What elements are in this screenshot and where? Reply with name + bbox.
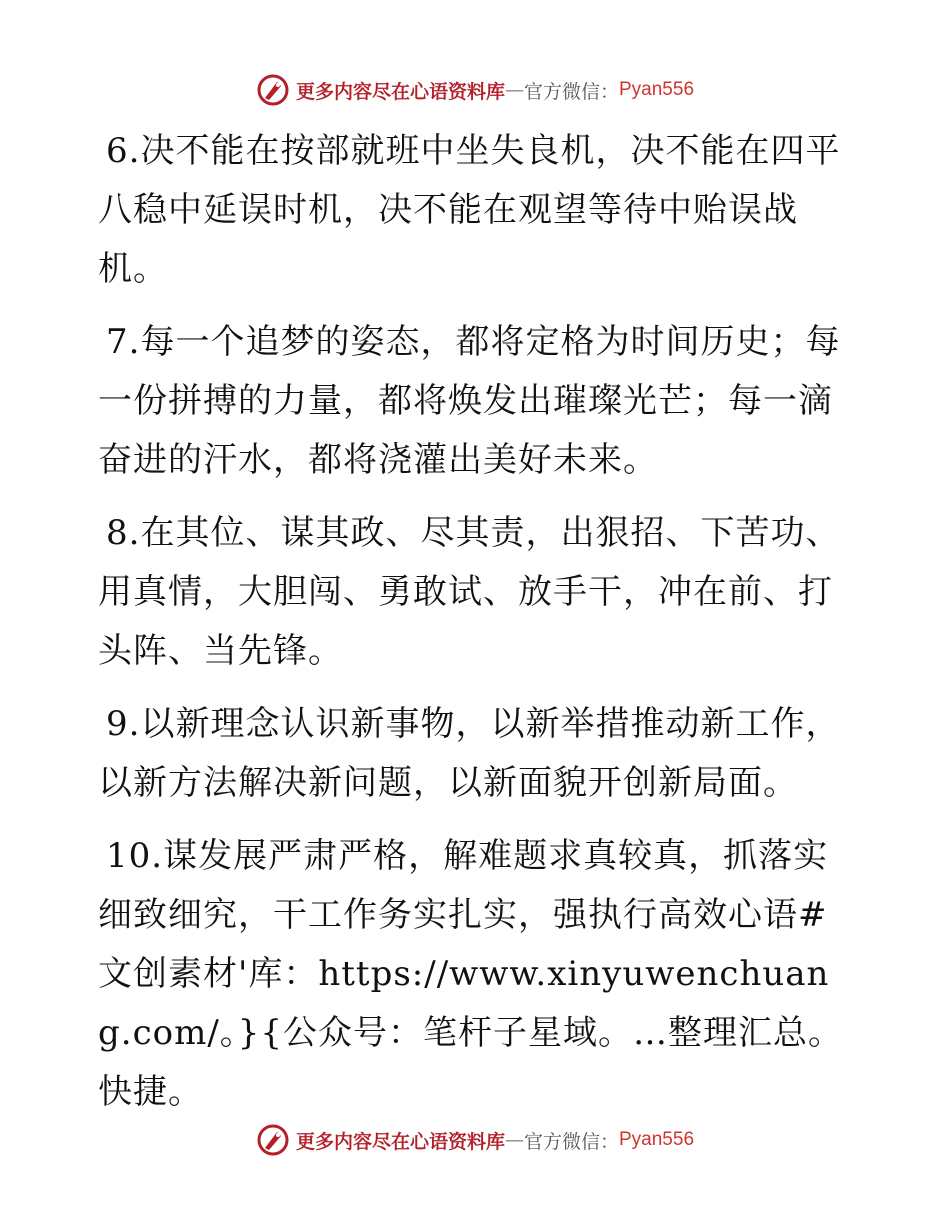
- wechat-id: Pyan556: [619, 1129, 695, 1150]
- footer-banner: [0, 1120, 950, 1160]
- paragraph-9: 9.以新理念认识新事物，以新举措推动新工作，以新方法解决新问题，以新面貌开创新局面。: [98, 704, 841, 803]
- paragraph-10: 10.谋发展严肃严格，解难题求真较真，抓落实细致细究，干工作务实扎实，强执行高效心语#文创素材'库：https://www.xinyuwenchuang.com/。}{公众号：笔杆子星域。…整理汇总。快捷。: [98, 836, 844, 1112]
- banner-separator: —: [504, 79, 524, 101]
- banner-text: 更多内容尽在心语资料库: [295, 1130, 505, 1153]
- banner-separator: —: [504, 1129, 524, 1151]
- paragraph-7: 7.每一个追梦的姿态，都将定格为时间历史；每一份拼搏的力量，都将焕发出璀璨光芒；每一滴奋进的汗水，都将浇灌出美好未来。: [98, 322, 841, 480]
- wechat-id: Pyan556: [619, 79, 695, 100]
- document-body: [98, 122, 858, 1122]
- pen-nib-circle-icon: [256, 73, 290, 107]
- header-banner: [0, 70, 950, 110]
- wechat-label: 官方微信：: [523, 80, 619, 103]
- wechat-label: 官方微信：: [523, 1130, 619, 1153]
- paragraph-8: 8.在其位、谋其政、尽其责，出狠招、下苦功、用真情，大胆闯、勇敢试、放手干，冲在前、打头阵、当先锋。: [98, 513, 841, 671]
- banner-text: 更多内容尽在心语资料库: [295, 80, 505, 103]
- pen-nib-circle-icon: [256, 1123, 290, 1157]
- paragraph-6: 6.决不能在按部就班中坐失良机，决不能在四平八稳中延误时机，决不能在观望等待中贻误战机。: [98, 131, 841, 289]
